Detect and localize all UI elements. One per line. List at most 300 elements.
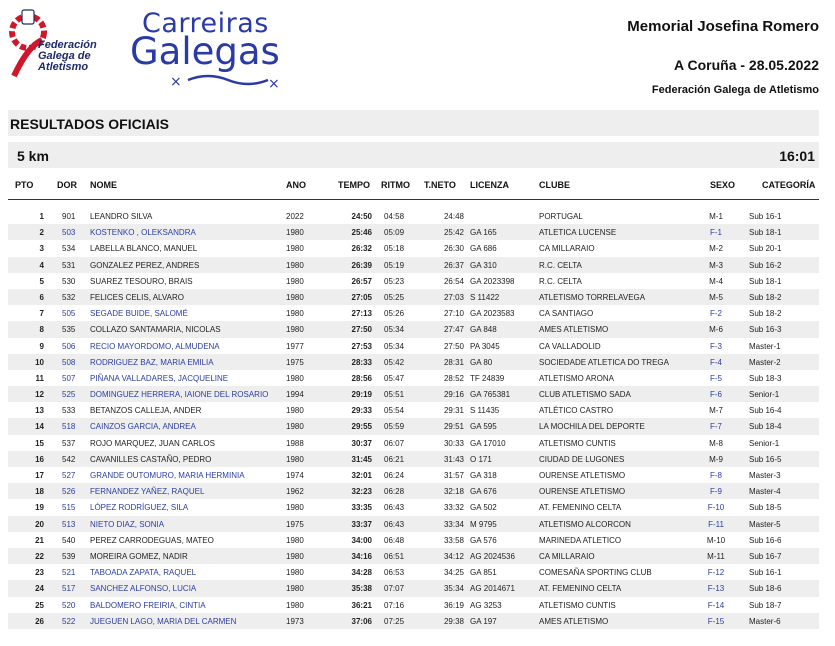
cell-ritmo: 05:59	[384, 422, 405, 432]
cell-tempo: 29:55	[351, 422, 372, 432]
cell-ritmo: 07:25	[384, 616, 405, 626]
cell-clube: ATLETISMO ARONA	[539, 373, 614, 383]
cell-tneto: 30:33	[443, 438, 464, 448]
cell-pto: 24	[35, 584, 44, 594]
cell-tneto: 24:48	[443, 212, 464, 221]
cell-nome: RECIO MAYORDOMO, ALMUDENA	[90, 341, 220, 351]
cell-ritmo: 04:58	[384, 212, 405, 221]
cell-tempo: 27:50	[351, 325, 372, 335]
cell-clube: CA SANTIAGO	[539, 309, 594, 319]
cell-sexo: F-12	[707, 568, 725, 578]
table-row	[8, 613, 819, 629]
cell-tneto: 31:43	[443, 454, 464, 464]
table-row	[8, 597, 819, 613]
cell-licenza: GA 80	[470, 357, 493, 367]
cell-clube: MARINEDA ATLETICO	[539, 535, 622, 545]
cell-tneto: 27:50	[443, 341, 464, 351]
cell-nome: SANCHEZ ALFONSO, LUCIA	[90, 584, 197, 594]
cell-ritmo: 05:54	[384, 406, 405, 416]
cell-tneto: 32:18	[443, 487, 464, 497]
cell-licenza: GA 165	[470, 228, 497, 238]
cell-dor: 506	[62, 341, 76, 351]
cell-tempo: 29:19	[351, 390, 372, 400]
cell-ano: 1962	[286, 487, 304, 497]
cell-nome: FELICES CELIS, ALVARO	[90, 292, 184, 302]
event-organizer: Federación Galega de Atletismo	[651, 84, 819, 96]
table-row	[8, 548, 819, 564]
cell-clube: CLUB ATLETISMO SADA	[539, 390, 631, 400]
cell-categoria: Master-6	[749, 616, 781, 626]
table-row	[8, 257, 819, 273]
cell-clube: R.C. CELTA	[539, 276, 582, 286]
distance-bar	[8, 142, 819, 168]
cell-tneto: 27:03	[443, 292, 464, 302]
cell-nome: DOMINGUEZ HERRERA, IAIONE DEL ROSARIO	[90, 390, 269, 400]
cell-categoria: Master-2	[749, 357, 781, 367]
cell-ano: 1974	[286, 471, 304, 480]
cell-dor: 531	[62, 260, 76, 270]
table-row	[8, 516, 819, 532]
cell-tneto: 35:34	[443, 584, 464, 594]
cell-ritmo: 06:24	[384, 471, 405, 480]
cell-ritmo: 06:48	[384, 535, 405, 545]
cell-tempo: 28:56	[351, 373, 372, 383]
cell-dor: 520	[62, 600, 76, 610]
table-row	[8, 338, 819, 354]
cell-ano: 1973	[286, 616, 304, 626]
cell-ritmo: 05:42	[384, 357, 405, 367]
col-tempo: TEMPO	[338, 180, 371, 190]
cell-ano: 1980	[286, 551, 304, 561]
cell-categoria: Senior-1	[749, 438, 780, 448]
cell-tneto: 33:32	[443, 503, 464, 513]
cell-ritmo: 06:43	[384, 519, 405, 529]
start-time: 16:01	[779, 148, 815, 164]
cell-tempo: 37:06	[351, 616, 372, 626]
cell-clube: CA VALLADOLID	[539, 341, 601, 351]
cell-nome: COLLAZO SANTAMARIA, NICOLAS	[90, 325, 221, 335]
cell-clube: OURENSE ATLETISMO	[539, 487, 626, 497]
cell-tneto: 33:58	[443, 535, 464, 545]
cell-sexo: F-7	[710, 422, 722, 432]
cell-dor: 517	[62, 584, 76, 594]
cell-clube: ATLETISMO ALCORCON	[539, 519, 631, 529]
distance-label: 5 km	[17, 148, 49, 164]
cell-ano: 1975	[286, 357, 304, 367]
table-row	[8, 564, 819, 580]
cell-categoria: Sub 16-1	[749, 568, 782, 578]
cell-dor: 513	[62, 519, 76, 529]
cell-ano: 1980	[286, 503, 304, 513]
cell-sexo: F-5	[710, 373, 722, 383]
cell-nome: ROJO MARQUEZ, JUAN CARLOS	[90, 438, 215, 448]
cell-sexo: M-8	[709, 438, 723, 448]
logo-galegas-text: Galegas	[130, 30, 280, 73]
cell-clube: AMES ATLETISMO	[539, 616, 609, 626]
cell-licenza: AG 2024536	[470, 551, 515, 561]
results-table	[8, 208, 819, 629]
cell-pto: 6	[39, 292, 44, 302]
cell-sexo: F-14	[707, 600, 725, 610]
cell-pto: 18	[35, 487, 44, 497]
cell-clube: AMES ATLETISMO	[539, 325, 609, 335]
cell-tneto: 25:42	[443, 228, 464, 238]
cell-tempo: 29:33	[351, 406, 372, 416]
cell-tempo: 26:57	[351, 276, 372, 286]
cell-licenza: GA 676	[470, 487, 497, 497]
cell-licenza: AG 3253	[470, 600, 502, 610]
cell-nome: KOSTENKO , OLEKSANDRA	[90, 228, 196, 238]
cell-tempo: 27:53	[351, 341, 372, 351]
cell-nome: MOREIRA GOMEZ, NADIR	[90, 551, 188, 561]
cell-clube: SOCIEDADE ATLETICA DO TREGA	[539, 357, 669, 367]
cell-licenza: GA 2023398	[470, 276, 515, 286]
cell-clube: ATLETICA LUCENSE	[539, 228, 617, 238]
cell-pto: 16	[35, 454, 44, 464]
cell-tempo: 27:05	[351, 292, 372, 302]
cell-licenza: GA 318	[470, 471, 497, 480]
col-ritmo: RITMO	[381, 180, 410, 190]
col-licenza: LICENZA	[470, 180, 509, 190]
cell-pto: 26	[35, 616, 44, 626]
cell-dor: 539	[62, 551, 76, 561]
cell-tneto: 34:25	[443, 568, 464, 578]
cell-pto: 12	[35, 390, 44, 400]
cell-nome: LEANDRO SILVA	[90, 212, 153, 221]
cell-categoria: Senior-1	[749, 390, 780, 400]
cell-nome: TABOADA ZAPATA, RAQUEL	[90, 568, 197, 578]
cell-nome: FERNANDEZ YAÑEZ, RAQUEL	[90, 487, 205, 497]
cell-licenza: GA 851	[470, 568, 497, 578]
col-categoria: CATEGORÍA	[762, 180, 816, 190]
cell-ano: 1975	[286, 519, 304, 529]
cell-sexo: F-9	[710, 487, 722, 497]
cell-ritmo: 06:21	[384, 454, 405, 464]
cell-ritmo: 07:16	[384, 600, 405, 610]
cell-categoria: Sub 18-1	[749, 228, 782, 238]
cell-pto: 1	[39, 212, 44, 221]
cell-dor: 508	[62, 357, 76, 367]
cell-ritmo: 06:53	[384, 568, 405, 578]
cell-categoria: Sub 16-3	[749, 325, 782, 335]
table-row	[8, 402, 819, 418]
cell-ano: 1980	[286, 228, 304, 238]
cell-ritmo: 06:07	[384, 438, 405, 448]
table-header	[8, 176, 819, 196]
table-row	[8, 273, 819, 289]
cell-licenza: GA 197	[470, 616, 497, 626]
cell-tneto: 29:16	[443, 390, 464, 400]
cell-ritmo: 05:34	[384, 325, 405, 335]
col-nome: NOME	[90, 180, 117, 190]
table-row	[8, 386, 819, 402]
event-place-date: A Coruña - 28.05.2022	[674, 57, 819, 73]
cell-licenza: GA 576	[470, 535, 497, 545]
cell-categoria: Sub 18-3	[749, 373, 782, 383]
cell-clube: CA MILLARAIO	[539, 244, 595, 254]
cell-pto: 3	[39, 244, 44, 254]
cell-tneto: 36:19	[443, 600, 464, 610]
cell-pto: 7	[39, 309, 44, 319]
cell-licenza: GA 17010	[470, 438, 506, 448]
cell-pto: 14	[35, 422, 44, 432]
table-row	[8, 321, 819, 337]
cell-pto: 11	[35, 373, 44, 383]
cell-clube: ATLETISMO CUNTIS	[539, 600, 616, 610]
cell-dor: 534	[62, 244, 76, 254]
cell-sexo: M-11	[707, 551, 725, 561]
cell-nome: BALDOMERO FREIRIA, CINTIA	[90, 600, 206, 610]
cell-ritmo: 05:47	[384, 373, 405, 383]
cell-categoria: Sub 18-2	[749, 292, 782, 302]
cell-tempo: 34:28	[351, 568, 372, 578]
cell-nome: PEREZ CARRODEGUAS, MATEO	[90, 535, 214, 545]
cell-pto: 20	[35, 519, 44, 529]
cell-tempo: 34:16	[351, 551, 372, 561]
table-row	[8, 451, 819, 467]
cell-categoria: Sub 18-5	[749, 503, 782, 513]
cell-sexo: F-8	[710, 471, 722, 480]
cell-pto: 15	[35, 438, 44, 448]
table-row	[8, 305, 819, 321]
table-row	[8, 467, 819, 483]
cell-dor: 530	[62, 276, 76, 286]
table-row	[8, 532, 819, 548]
cell-dor: 507	[62, 373, 76, 383]
cell-ano: 1994	[286, 390, 304, 400]
cell-tneto: 28:31	[443, 357, 464, 367]
cell-nome: PIÑANA VALLADARES, JACQUELINE	[90, 373, 229, 383]
cell-tempo: 33:35	[351, 503, 372, 513]
cell-sexo: M-4	[709, 276, 723, 286]
table-row	[8, 499, 819, 515]
cell-tneto: 26:30	[443, 244, 464, 254]
cell-dor: 527	[62, 471, 76, 480]
cell-nome: SEGADE BUIDE, SALOMÉ	[90, 309, 188, 319]
cell-sexo: F-1	[710, 228, 722, 238]
logo-carreiras-text: Carreiras	[142, 8, 269, 39]
cell-sexo: M-3	[709, 260, 723, 270]
cell-licenza: O 171	[470, 454, 492, 464]
cell-licenza: S 11435	[470, 406, 500, 416]
cell-categoria: Sub 18-4	[749, 422, 782, 432]
cell-pto: 5	[39, 276, 44, 286]
cell-ano: 1980	[286, 260, 304, 270]
cell-ano: 1980	[286, 535, 304, 545]
cell-sexo: F-15	[707, 616, 725, 626]
cell-categoria: Sub 16-2	[749, 260, 782, 270]
cell-pto: 17	[35, 471, 44, 480]
cell-tneto: 34:12	[443, 551, 464, 561]
cell-tneto: 26:37	[443, 260, 464, 270]
svg-text:×: ×	[268, 76, 280, 91]
cell-nome: CAVANILLES CASTAÑO, PEDRO	[90, 454, 212, 464]
cell-sexo: M-7	[709, 406, 723, 416]
cell-tempo: 25:46	[351, 228, 372, 238]
cell-licenza: GA 848	[470, 325, 497, 335]
cell-sexo: F-4	[710, 357, 722, 367]
cell-ritmo: 05:26	[384, 309, 405, 319]
cell-nome: LABELLA BLANCO, MANUEL	[90, 244, 198, 254]
cell-dor: 503	[62, 228, 76, 238]
cell-ritmo: 06:28	[384, 487, 405, 497]
cell-ano: 1980	[286, 292, 304, 302]
cell-licenza: GA 765381	[470, 390, 511, 400]
table-row	[8, 354, 819, 370]
svg-text:×: ×	[170, 74, 182, 90]
cell-clube: CA MILLARAIO	[539, 551, 595, 561]
event-title: Memorial Josefina Romero	[627, 18, 819, 35]
cell-ano: 1980	[286, 600, 304, 610]
cell-pto: 4	[39, 260, 44, 270]
cell-tneto: 26:54	[443, 276, 464, 286]
header-divider	[8, 199, 819, 200]
cell-nome: LÓPEZ RODRÍGUEZ, SILA	[90, 503, 189, 513]
cell-categoria: Master-3	[749, 471, 781, 480]
table-row	[8, 483, 819, 499]
cell-categoria: Sub 20-1	[749, 244, 782, 254]
cell-dor: 518	[62, 422, 76, 432]
cell-licenza: GA 686	[470, 244, 497, 254]
cell-ritmo: 06:43	[384, 503, 405, 513]
cell-pto: 19	[35, 503, 44, 513]
cell-licenza: GA 2023583	[470, 309, 515, 319]
cell-sexo: F-11	[708, 519, 724, 529]
col-tneto: T.NETO	[424, 180, 456, 190]
col-dor: DOR	[57, 180, 77, 190]
cell-dor: 533	[62, 406, 76, 416]
cell-ano: 1980	[286, 325, 304, 335]
cell-dor: 515	[62, 503, 76, 513]
cell-nome: GRANDE OUTOMURO, MARIA HERMINIA	[90, 471, 245, 480]
cell-categoria: Sub 16-4	[749, 406, 782, 416]
table-row	[8, 240, 819, 256]
cell-licenza: GA 502	[470, 503, 497, 513]
cell-tempo: 30:37	[351, 438, 372, 448]
cell-dor: 901	[62, 212, 76, 221]
col-ano: ANO	[286, 180, 306, 190]
cell-dor: 532	[62, 292, 76, 302]
cell-nome: NIETO DIAZ, SONIA	[90, 519, 165, 529]
cell-ritmo: 06:51	[384, 551, 405, 561]
cell-ano: 1980	[286, 568, 304, 578]
cell-dor: 521	[62, 568, 76, 578]
cell-ritmo: 05:19	[384, 260, 405, 270]
cell-ano: 1980	[286, 244, 304, 254]
cell-ano: 1980	[286, 584, 304, 594]
cell-clube: ATLETISMO CUNTIS	[539, 438, 616, 448]
cell-pto: 8	[39, 325, 44, 335]
cell-dor: 505	[62, 309, 76, 319]
cell-sexo: M-10	[706, 535, 726, 545]
col-pto: PTO	[15, 180, 34, 190]
col-clube: CLUBE	[539, 180, 570, 190]
cell-nome: JUEGUEN LAGO, MARIA DEL CARMEN	[90, 616, 237, 626]
cell-tempo: 27:13	[351, 309, 372, 319]
cell-ritmo: 05:18	[384, 244, 405, 254]
cell-ritmo: 05:23	[384, 276, 405, 286]
cell-licenza: GA 595	[470, 422, 497, 432]
cell-sexo: M-1	[709, 212, 723, 221]
cell-pto: 13	[35, 406, 44, 416]
cell-categoria: Master-5	[749, 519, 781, 529]
section-title: RESULTADOS OFICIAIS	[10, 116, 169, 132]
cell-tempo: 26:39	[351, 260, 372, 270]
cell-dor: 537	[62, 438, 76, 448]
cell-clube: LA MOCHILA DEL DEPORTE	[539, 422, 645, 432]
cell-tneto: 28:52	[443, 373, 464, 383]
cell-tempo: 24:50	[351, 212, 372, 221]
cell-tneto: 33:34	[443, 519, 464, 529]
cell-licenza: PA 3045	[470, 341, 500, 351]
cell-clube: COMESAÑA SPORTING CLUB	[539, 568, 652, 578]
cell-dor: 525	[62, 390, 76, 400]
cell-pto: 25	[35, 600, 44, 610]
cell-licenza: AG 2014671	[470, 584, 515, 594]
cell-categoria: Sub 16-6	[749, 535, 782, 545]
cell-nome: GONZALEZ PEREZ, ANDRES	[90, 260, 200, 270]
cell-nome: CAINZOS GARCIA, ANDREA	[90, 422, 196, 432]
cell-categoria: Sub 16-1	[749, 212, 782, 221]
table-row	[8, 208, 819, 224]
cell-ritmo: 05:25	[384, 292, 405, 302]
table-row	[8, 580, 819, 596]
table-row	[8, 418, 819, 434]
cell-tempo: 28:33	[351, 357, 372, 367]
cell-ano: 1980	[286, 309, 304, 319]
cell-tempo: 26:32	[351, 244, 372, 254]
cell-dor: 540	[62, 535, 76, 545]
cell-sexo: M-5	[709, 292, 723, 302]
cell-pto: 2	[39, 228, 44, 238]
cell-tneto: 31:57	[443, 471, 464, 480]
cell-sexo: M-9	[709, 454, 723, 464]
cell-ano: 1980	[286, 276, 304, 286]
cell-tempo: 32:01	[351, 471, 372, 480]
cell-licenza: GA 310	[470, 260, 497, 270]
cell-clube: ATLÉTICO CASTRO	[539, 406, 614, 416]
cell-ano: 1988	[286, 438, 304, 448]
cell-tneto: 27:10	[443, 309, 464, 319]
cell-clube: CIUDAD DE LUGONES	[539, 454, 625, 464]
table-row	[8, 289, 819, 305]
cell-categoria: Sub 16-5	[749, 454, 782, 464]
cell-clube: AT. FEMENINO CELTA	[539, 584, 622, 594]
cell-categoria: Master-4	[749, 487, 781, 497]
cell-tempo: 33:37	[351, 519, 372, 529]
cell-tneto: 29:31	[443, 406, 464, 416]
cell-tempo: 35:38	[351, 584, 372, 594]
cell-ano: 1980	[286, 406, 304, 416]
cell-ritmo: 05:51	[384, 390, 405, 400]
cell-sexo: M-6	[709, 325, 723, 335]
cell-categoria: Sub 18-1	[749, 276, 782, 286]
cell-dor: 542	[62, 454, 76, 464]
cell-tneto: 29:38	[443, 616, 464, 626]
cell-tempo: 32:23	[351, 487, 372, 497]
cell-sexo: F-10	[707, 503, 725, 513]
cell-nome: SUAREZ TESOURO, BRAIS	[90, 276, 193, 286]
cell-pto: 21	[35, 535, 44, 545]
cell-ano: 1980	[286, 454, 304, 464]
cell-tempo: 31:45	[351, 454, 372, 464]
cell-tneto: 27:47	[443, 325, 464, 335]
cell-pto: 10	[35, 357, 44, 367]
table-row	[8, 435, 819, 451]
cell-tempo: 36:21	[351, 600, 372, 610]
cell-categoria: Sub 18-6	[749, 584, 782, 594]
cell-sexo: F-3	[710, 341, 722, 351]
